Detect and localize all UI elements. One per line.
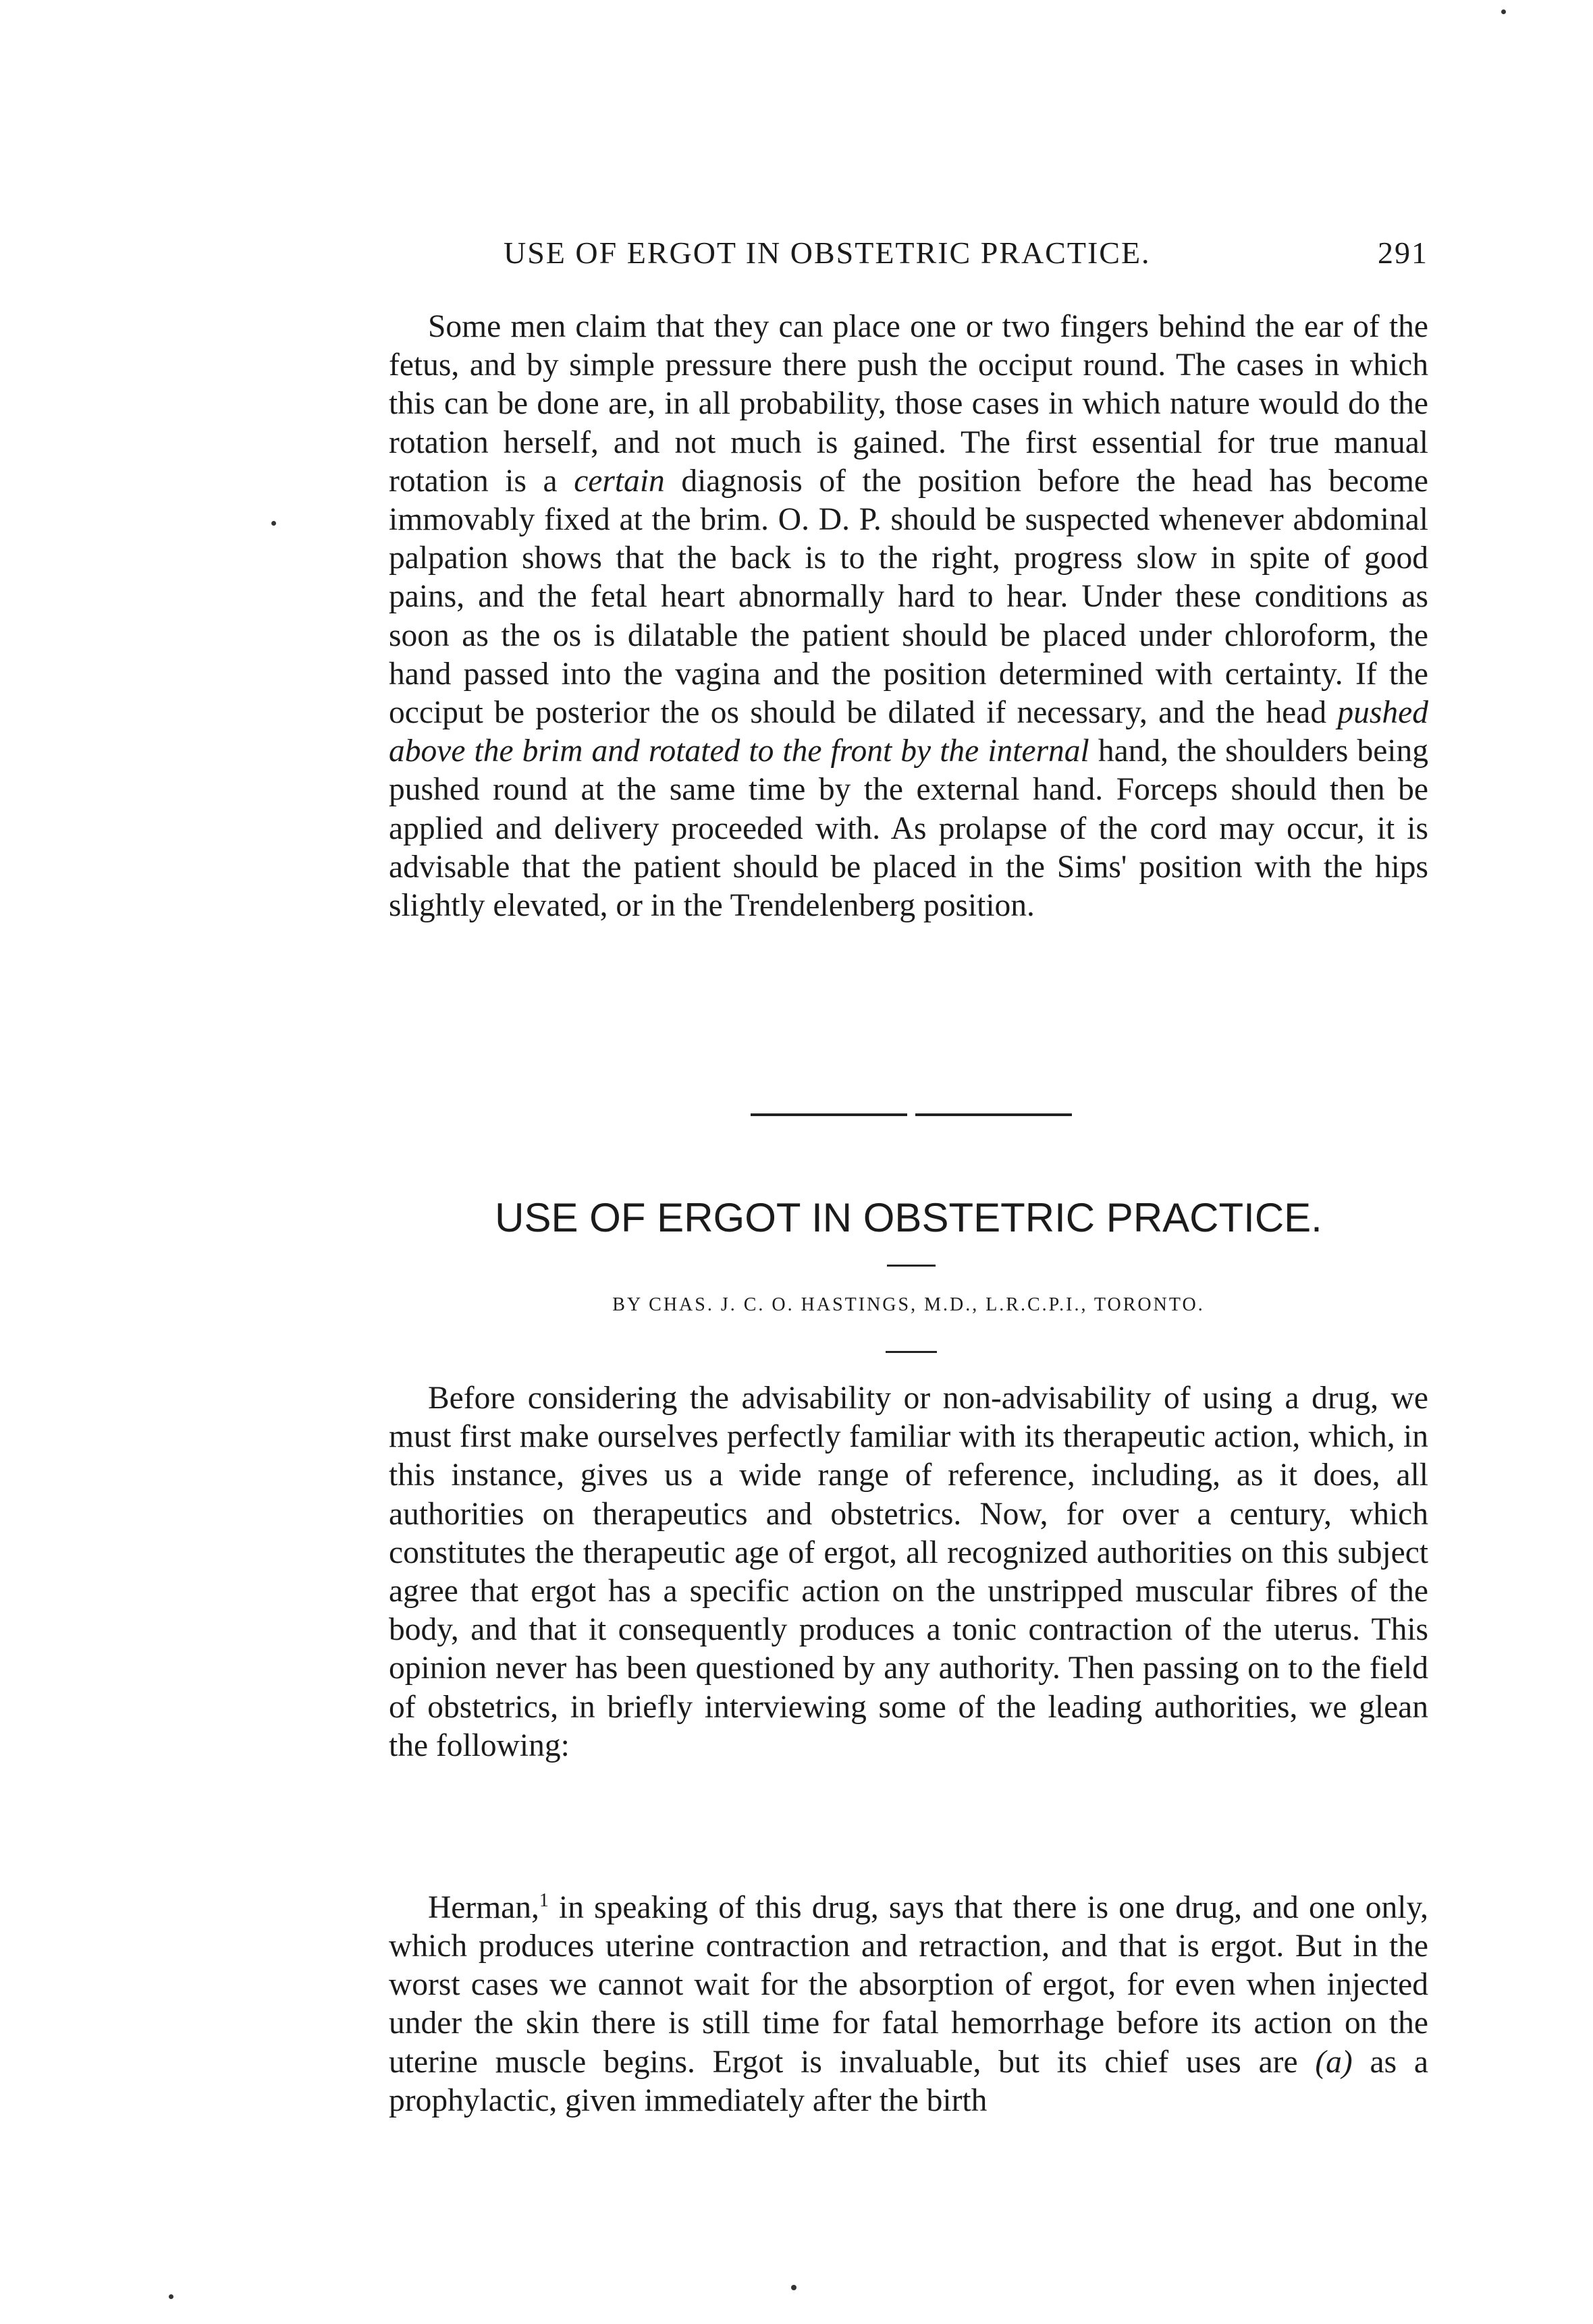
byline-rule: [886, 1351, 937, 1353]
scan-speck: [1501, 9, 1506, 14]
page-number: 291: [1378, 236, 1428, 270]
scan-speck: [791, 2285, 796, 2290]
paragraph-text: hand, the shoulders being pushed round at the same time by the external hand. Forceps should then be applied and delivery proceeded with. As prolapse of the cord may occur, it is advisable that the patient should be placed in the Sims' position with the hips slightly elevated, or in the Trendelenberg position.: [389, 734, 1428, 924]
section-divider-right: [915, 1113, 1072, 1116]
paragraph-herman: [389, 1881, 1428, 2120]
article-byline: BY CHAS. J. C. O. HASTINGS, M.D., L.R.C.P.I., TORONTO.: [612, 1294, 1205, 1315]
article-title: USE OF ERGOT IN OBSTETRIC PRACTICE.: [495, 1195, 1322, 1240]
italic-text: (a): [1315, 2044, 1353, 2080]
scan-speck: [271, 521, 276, 526]
author-name: Herman,: [428, 1889, 539, 1925]
italic-text: certain: [574, 463, 665, 499]
section-divider-left: [751, 1113, 907, 1116]
running-head: [389, 235, 1428, 275]
italic-text: pushed above the brim and rotated to the front by the internal: [389, 695, 1428, 769]
footnote-marker: 1: [539, 1890, 549, 1911]
paragraph-text: diagnosis of the position before the head has become immovably fixed at the brim. O. D. P. should be suspected whenever abdominal palpation shows that the back is to the right, progress slow in spite of good pains, and the fetal heart abnormally hard to hear. Under these conditions as soon as the os is dilatable the patient should be placed under chloroform, the hand passed into the vagina and the position determined with certainty. If the occiput be posterior the os should be dilated if necessary, and the head: [389, 463, 1428, 731]
paragraph-text: Some men claim that they can place one or two fingers behind the ear of the fetus, and by simple pressure there push the occiput round. The cases in which this can be done are, in all probability, those cases in which nature would do the rotation herself, and not much is gained. The first essential for true manual rotation is a: [389, 309, 1428, 499]
paragraph-text: as a prophylactic, given immediately after the birth: [389, 2044, 1428, 2118]
scan-speck: [169, 2294, 173, 2299]
paragraph-occiput-rotation: [389, 308, 1428, 925]
paragraph-therapeutic-action: Before considering the advisability or non-advisability of using a drug, we must first make ourselves perfectly familiar with its therapeutic action, which, in this instance, gives us a wide range of reference, including, as it does, all authorities on therapeutics and obstetrics. Now, for over a century, which constitutes the therapeutic age of ergot, all recognized authorities on this subject agree that ergot has a specific action on the unstripped muscular fibres of the body, and that it consequently produces a tonic contraction of the uterus. This opinion never has been questioned by any authority. Then passing on to the field of obstetrics, in briefly interviewing some of the leading authorities, we glean the following:: [389, 1381, 1428, 1763]
running-head-title: USE OF ERGOT IN OBSTETRIC PRACTICE.: [504, 236, 1151, 270]
paragraph-text: in speaking of this drug, says that there is one drug, and one only, which produces uterine contraction and retraction, and that is ergot. But in the worst cases we cannot wait for the absorption of ergot, for even when injected under the skin there is still time for fatal hemorrhage before its action on the uterine muscle begins. Ergot is invaluable, but its chief uses are: [389, 1889, 1428, 2080]
title-rule: [887, 1265, 936, 1267]
